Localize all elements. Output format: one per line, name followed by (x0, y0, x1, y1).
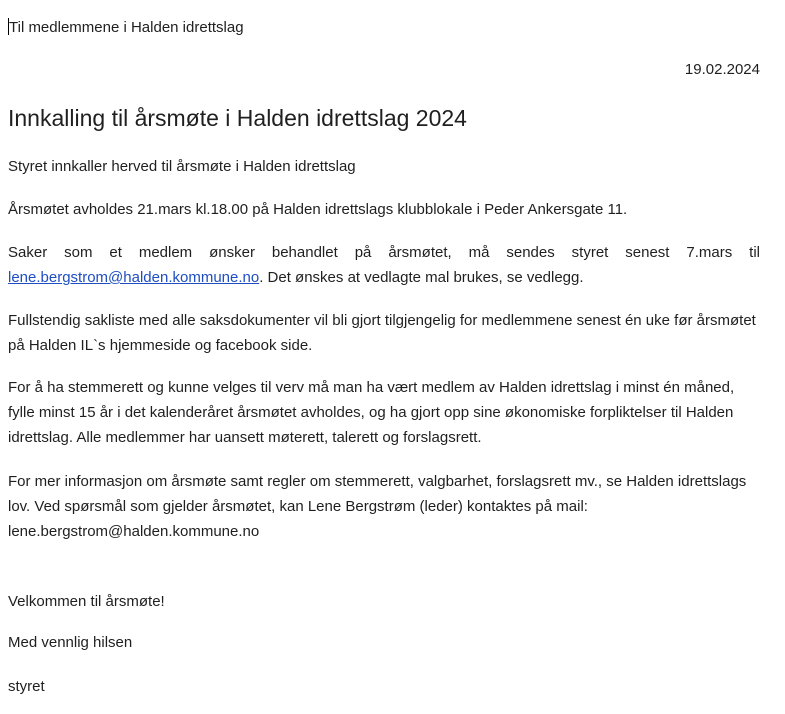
paragraph-agenda: Fullstendig sakliste med alle saksdokumenter vil bli gjort tilgjengelig for medlemmene senest én uke før årsmøtet på Halden IL`s hjemmeside og facebook side. (8, 312, 756, 354)
paragraph-meeting-details: Årsmøtet avholdes 21.mars kl.18.00 på Halden idrettslags klubblokale i Peder Ankersgate 11. (8, 201, 628, 218)
closing-regards: Med vennlig hilsen (8, 634, 133, 651)
recipient-line (8, 18, 244, 38)
letter-date: 19.02.2024 (684, 61, 760, 78)
document-title: Innkalling til årsmøte i Halden idrettslag 2024 (8, 105, 467, 131)
closing-welcome: Velkommen til årsmøte! (8, 593, 165, 610)
closing-signature: styret (8, 678, 45, 695)
paragraph-submissions (8, 240, 760, 290)
recipient-text: Til medlemmene i Halden idrettslag (9, 19, 244, 36)
paragraph-intro: Styret innkaller herved til årsmøte i Halden idrettslag (8, 158, 356, 175)
paragraph-voting-rights: For å ha stemmerett og kunne velges til verv må man ha vært medlem av Halden idrettslag i minst én måned, fylle minst 15 år i det kalenderåret årsmøtet avholdes, og ha gjort opp sine økonomiske forpliktelser til Halden idrettslag. Alle medlemmer har uansett møterett, talerett og forslagsrett. (8, 379, 735, 446)
submissions-text: Saker som et medlem ønsker behandlet på årsmøtet, må sendes styret senest 7.mars til (8, 244, 760, 261)
email-link[interactable]: lene.bergstrom@halden.kommune.no (8, 269, 260, 286)
submissions-text-end: . Det ønskes at vedlagte mal brukes, se vedlegg. (259, 269, 584, 286)
paragraph-more-info: For mer informasjon om årsmøte samt regler om stemmerett, valgbarhet, forslagsrett mv., se Halden idrettslags lov. Ved spørsmål som gjelder årsmøtet, kan Lene Bergstrøm (leder) kontaktes på mail: lene.bergstrom@halden.kommune.no (8, 473, 747, 540)
